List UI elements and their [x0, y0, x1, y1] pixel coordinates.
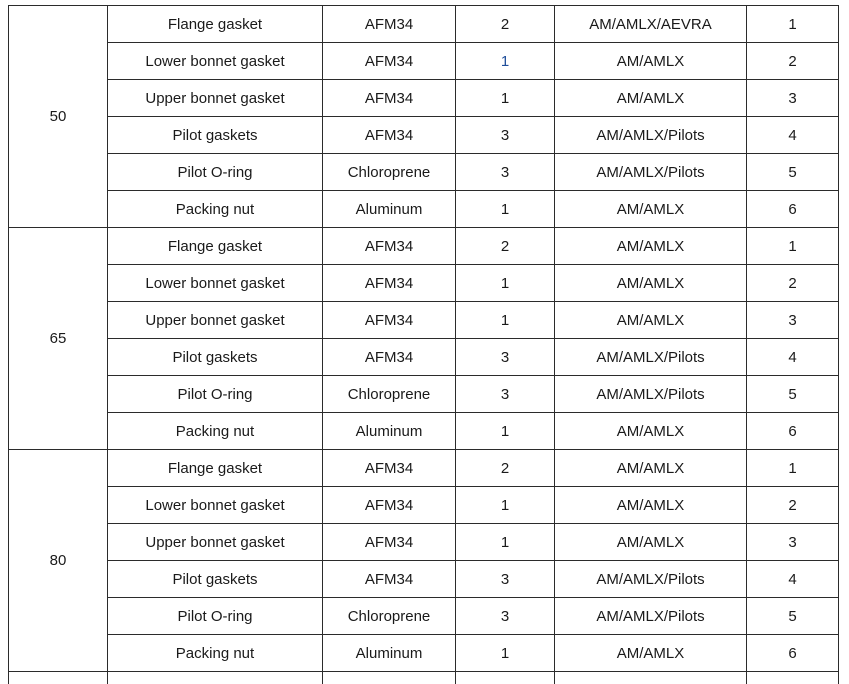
quantity-cell: 1 — [456, 302, 555, 339]
material-cell: Aluminum — [323, 635, 456, 672]
valve-size-cell: 50 — [9, 6, 108, 228]
part-name-cell: Packing nut — [108, 635, 323, 672]
table-body — [9, 6, 839, 684]
part-name-cell: Pilot O-ring — [108, 376, 323, 413]
quantity-cell: 3 — [456, 561, 555, 598]
empty-cell — [9, 672, 108, 684]
empty-cell — [323, 672, 456, 684]
table-row — [9, 413, 839, 450]
empty-cell — [747, 672, 839, 684]
models-cell: AM/AMLX — [555, 228, 747, 265]
item-number-cell: 6 — [747, 191, 839, 228]
material-cell: AFM34 — [323, 117, 456, 154]
material-cell: AFM34 — [323, 265, 456, 302]
models-cell: AM/AMLX — [555, 487, 747, 524]
quantity-cell: 2 — [456, 450, 555, 487]
table-row — [9, 598, 839, 635]
models-cell: AM/AMLX — [555, 80, 747, 117]
material-cell: Aluminum — [323, 413, 456, 450]
part-name-cell: Pilot gaskets — [108, 561, 323, 598]
quantity-cell: 1 — [456, 265, 555, 302]
table-row — [9, 524, 839, 561]
material-cell: AFM34 — [323, 339, 456, 376]
quantity-cell: 2 — [456, 6, 555, 43]
quantity-cell: 3 — [456, 154, 555, 191]
part-name-cell: Flange gasket — [108, 6, 323, 43]
empty-cell — [555, 672, 747, 684]
models-cell: AM/AMLX/AEVRA — [555, 6, 747, 43]
item-number-cell: 1 — [747, 6, 839, 43]
item-number-cell: 5 — [747, 376, 839, 413]
models-cell: AM/AMLX — [555, 413, 747, 450]
material-cell: Chloroprene — [323, 598, 456, 635]
table-row — [9, 635, 839, 672]
table-row — [9, 339, 839, 376]
models-cell: AM/AMLX/Pilots — [555, 376, 747, 413]
quantity-cell: 1 — [456, 191, 555, 228]
quantity-cell: 1 — [456, 413, 555, 450]
material-cell: AFM34 — [323, 487, 456, 524]
material-cell: AFM34 — [323, 80, 456, 117]
part-name-cell: Upper bonnet gasket — [108, 302, 323, 339]
item-number-cell: 4 — [747, 117, 839, 154]
models-cell: AM/AMLX/Pilots — [555, 561, 747, 598]
table-row — [9, 80, 839, 117]
part-name-cell: Upper bonnet gasket — [108, 80, 323, 117]
models-cell: AM/AMLX/Pilots — [555, 117, 747, 154]
spare-parts-table — [8, 5, 839, 684]
item-number-cell: 3 — [747, 302, 839, 339]
models-cell: AM/AMLX — [555, 191, 747, 228]
models-cell: AM/AMLX — [555, 43, 747, 80]
table-row — [9, 228, 839, 265]
part-name-cell: Packing nut — [108, 413, 323, 450]
valve-size-cell: 80 — [9, 450, 108, 672]
part-name-cell: Pilot O-ring — [108, 598, 323, 635]
part-name-cell: Flange gasket — [108, 228, 323, 265]
part-name-cell: Pilot gaskets — [108, 339, 323, 376]
quantity-cell: 1 — [456, 524, 555, 561]
part-name-cell: Flange gasket — [108, 450, 323, 487]
models-cell: AM/AMLX — [555, 265, 747, 302]
item-number-cell: 1 — [747, 450, 839, 487]
quantity-cell: 1 — [456, 43, 555, 80]
quantity-cell: 3 — [456, 598, 555, 635]
material-cell: AFM34 — [323, 524, 456, 561]
part-name-cell: Pilot gaskets — [108, 117, 323, 154]
item-number-cell: 5 — [747, 598, 839, 635]
item-number-cell: 5 — [747, 154, 839, 191]
models-cell: AM/AMLX — [555, 524, 747, 561]
quantity-cell: 1 — [456, 635, 555, 672]
table-row — [9, 117, 839, 154]
part-name-cell: Packing nut — [108, 191, 323, 228]
models-cell: AM/AMLX — [555, 302, 747, 339]
item-number-cell: 2 — [747, 43, 839, 80]
material-cell: AFM34 — [323, 43, 456, 80]
item-number-cell: 2 — [747, 265, 839, 302]
item-number-cell: 3 — [747, 80, 839, 117]
quantity-cell: 2 — [456, 228, 555, 265]
quantity-cell: 3 — [456, 117, 555, 154]
item-number-cell: 1 — [747, 228, 839, 265]
models-cell: AM/AMLX — [555, 635, 747, 672]
empty-cell — [456, 672, 555, 684]
table-row — [9, 265, 839, 302]
models-cell: AM/AMLX/Pilots — [555, 154, 747, 191]
item-number-cell: 4 — [747, 339, 839, 376]
quantity-cell: 1 — [456, 80, 555, 117]
item-number-cell: 2 — [747, 487, 839, 524]
material-cell: AFM34 — [323, 450, 456, 487]
table-row — [9, 376, 839, 413]
item-number-cell: 6 — [747, 635, 839, 672]
valve-size-cell: 65 — [9, 228, 108, 450]
material-cell: Chloroprene — [323, 154, 456, 191]
part-name-cell: Upper bonnet gasket — [108, 524, 323, 561]
quantity-cell: 3 — [456, 376, 555, 413]
item-number-cell: 3 — [747, 524, 839, 561]
material-cell: Chloroprene — [323, 376, 456, 413]
material-cell: AFM34 — [323, 561, 456, 598]
material-cell: AFM34 — [323, 228, 456, 265]
table-row-cutoff — [9, 672, 839, 684]
empty-cell — [108, 672, 323, 684]
item-number-cell: 6 — [747, 413, 839, 450]
item-number-cell: 4 — [747, 561, 839, 598]
models-cell: AM/AMLX/Pilots — [555, 598, 747, 635]
models-cell: AM/AMLX — [555, 450, 747, 487]
table-row — [9, 191, 839, 228]
part-name-cell: Pilot O-ring — [108, 154, 323, 191]
table-row — [9, 450, 839, 487]
table-row — [9, 154, 839, 191]
quantity-cell: 1 — [456, 487, 555, 524]
table-row — [9, 487, 839, 524]
material-cell: AFM34 — [323, 6, 456, 43]
part-name-cell: Lower bonnet gasket — [108, 265, 323, 302]
table-row — [9, 561, 839, 598]
part-name-cell: Lower bonnet gasket — [108, 487, 323, 524]
table-row — [9, 6, 839, 43]
material-cell: AFM34 — [323, 302, 456, 339]
models-cell: AM/AMLX/Pilots — [555, 339, 747, 376]
table-row — [9, 43, 839, 80]
part-name-cell: Lower bonnet gasket — [108, 43, 323, 80]
table-row — [9, 302, 839, 339]
material-cell: Aluminum — [323, 191, 456, 228]
quantity-cell: 3 — [456, 339, 555, 376]
